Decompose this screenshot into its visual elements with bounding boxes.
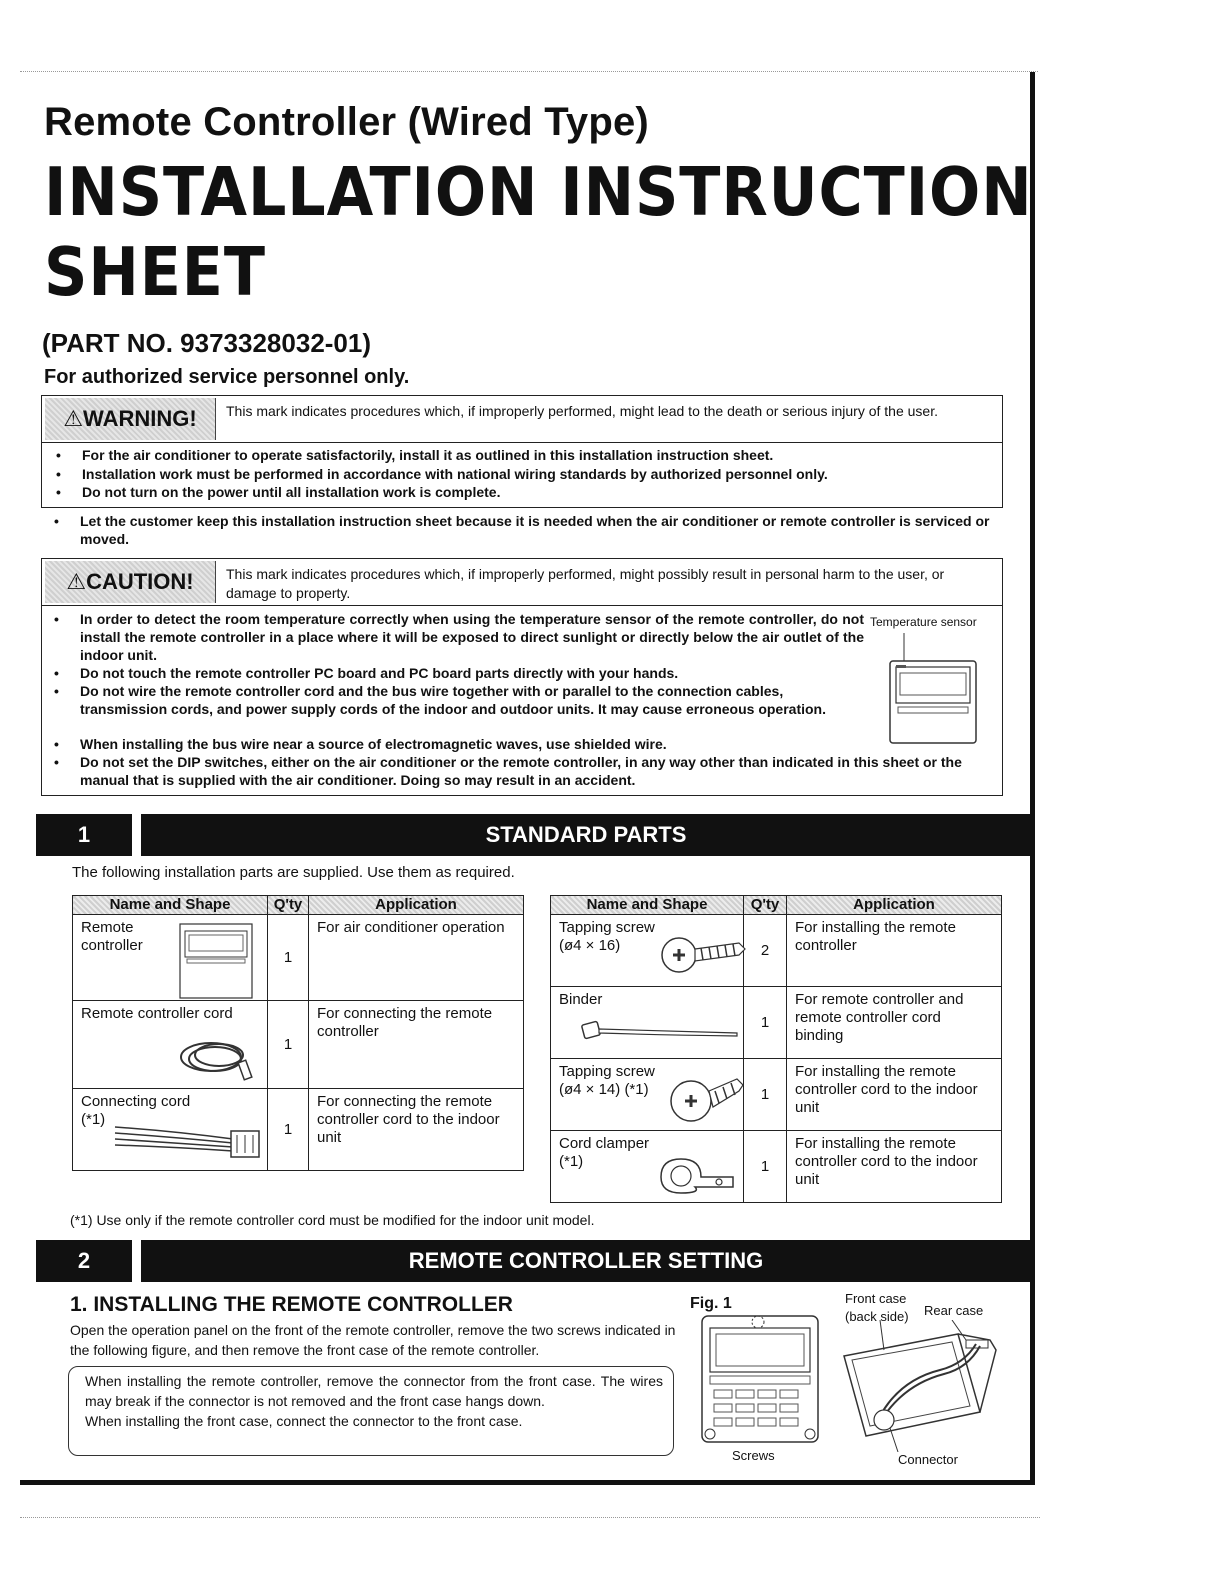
part-qty: 1 xyxy=(268,1001,309,1089)
warning-item: • Installation work must be performed in accordance with national wiring standards by authorized personnel only. xyxy=(82,465,982,483)
warning-box xyxy=(41,395,1003,508)
note-line-1: When installing the remote controller, remove the connector from the front case. The wires may break if the connector is not removed and the front case hangs down. xyxy=(85,1373,663,1409)
part-name-cell xyxy=(551,1059,744,1131)
binder-image xyxy=(581,1017,741,1041)
part-qty: 2 xyxy=(744,915,787,987)
warning-description: This mark indicates procedures which, if improperly performed, might lead to the death or serious injury of the user. xyxy=(226,403,938,419)
caution-item: • Do not touch the remote controller PC board and PC board parts directly with your hands. xyxy=(80,664,870,682)
cord-clamper-image xyxy=(655,1153,737,1197)
parts-table-right xyxy=(550,895,1002,1203)
part-name: Cord clamper (*1) xyxy=(559,1135,650,1170)
parts-footnote: (*1) Use only if the remote controller cord must be modified for the indoor unit model. xyxy=(70,1212,595,1228)
installation-note-box xyxy=(68,1366,674,1456)
installation-note xyxy=(85,1371,663,1431)
part-application: For remote controller and remote controller cord binding xyxy=(787,987,1002,1059)
title-line-2: SHEET xyxy=(44,233,266,311)
column-header: Application xyxy=(309,896,524,915)
part-name-cell xyxy=(551,915,744,987)
column-header: Q'ty xyxy=(744,896,787,915)
rear-case-label: Rear case xyxy=(924,1303,984,1318)
part-name-cell xyxy=(73,1001,268,1089)
caution-description: This mark indicates procedures which, if improperly performed, might possibly result in personal harm to the user, or damage to property. xyxy=(226,566,945,601)
caution-item: • When installing the bus wire near a source of electromagnetic waves, use shielded wire. xyxy=(80,735,870,753)
caution-header xyxy=(42,559,1002,606)
tapping-screw-14-image xyxy=(669,1067,745,1123)
section-1-bar xyxy=(36,814,1031,856)
section-2-number: 2 xyxy=(36,1240,141,1282)
caution-box xyxy=(41,558,1003,796)
table-row xyxy=(73,1001,524,1089)
part-name: Tapping screw (ø4 × 14) (*1) xyxy=(559,1063,655,1098)
part-name: Remote controller xyxy=(81,919,143,954)
table-row xyxy=(73,915,524,1001)
warning-label: ⚠WARNING! xyxy=(45,398,216,440)
part-application: For installing the remote controller cord to the indoor unit xyxy=(787,1131,1002,1203)
table-row xyxy=(73,1089,524,1171)
part-application: For installing the remote controller xyxy=(787,915,1002,987)
warning-header xyxy=(42,396,1002,443)
part-application: For connecting the remote controller cord to the indoor unit xyxy=(309,1089,524,1171)
screws-label: Screws xyxy=(732,1448,775,1463)
part-name: Remote controller cord xyxy=(81,1005,233,1022)
section-1-title: STANDARD PARTS xyxy=(485,822,687,847)
caution-item: • In order to detect the room temperature correctly when using the temperature sensor of the remote controller, do not install the remote controller in a place where it will be exposed to direct sunlight or directly below the air outlet of the indoor unit. xyxy=(80,610,864,664)
table-row xyxy=(551,1131,1002,1203)
caution-label: ⚠CAUTION! xyxy=(45,561,216,603)
note-line-2: When installing the front case, connect the connector to the front case. xyxy=(85,1413,523,1429)
column-header: Name and Shape xyxy=(551,896,744,915)
tapping-screw-16-image xyxy=(659,929,747,975)
figure-1-cases xyxy=(840,1320,1000,1452)
front-case-label: Front case (back side) xyxy=(845,1291,909,1324)
part-qty: 1 xyxy=(744,1131,787,1203)
controller-cord-image xyxy=(171,1027,261,1087)
part-name: Binder xyxy=(559,991,603,1008)
caution-item: • Do not wire the remote controller cord and the bus wire together with or parallel to the connection cables, transmission cords, and power supply cords of the indoor and outdoor units. It may cause erroneous operation. xyxy=(80,682,870,718)
part-application: For connecting the remote controller xyxy=(309,1001,524,1089)
part-qty: 1 xyxy=(268,1089,309,1171)
table-header-row xyxy=(551,896,1002,915)
document-subtitle: Remote Controller (Wired Type) xyxy=(44,100,649,144)
part-qty: 1 xyxy=(744,987,787,1059)
part-name: Tapping screw (ø4 × 16) xyxy=(559,919,655,954)
audience-note: For authorized service personnel only. xyxy=(44,366,410,388)
remote-controller-image xyxy=(179,923,253,999)
temperature-sensor-label: Temperature sensor xyxy=(870,615,977,629)
part-name: Connecting cord (*1) xyxy=(81,1093,191,1128)
part-name-cell xyxy=(73,1089,268,1171)
table-row xyxy=(551,987,1002,1059)
table-header-row xyxy=(73,896,524,915)
part-qty: 1 xyxy=(744,1059,787,1131)
column-header: Q'ty xyxy=(268,896,309,915)
part-name-cell xyxy=(73,915,268,1001)
caution-item: • Do not set the DIP switches, either on the air conditioner or the remote controller, in any way other than indicated in this sheet or the manual that is supplied with the air conditioner. Doing so may result in an accident. xyxy=(80,753,994,789)
part-qty: 1 xyxy=(268,915,309,1001)
keep-sheet-note: • Let the customer keep this installation instruction sheet because it is needed when the air conditioner or remote controller is serviced or moved. xyxy=(80,512,996,548)
section-1-intro: The following installation parts are supplied. Use them as required. xyxy=(72,864,515,881)
connector-label: Connector xyxy=(898,1452,958,1467)
table-row xyxy=(551,915,1002,987)
parts-table-left xyxy=(72,895,524,1171)
warning-item: • For the air conditioner to operate satisfactorily, install it as outlined in this installation instruction sheet. xyxy=(82,446,982,464)
part-application: For installing the remote controller cord to the indoor unit xyxy=(787,1059,1002,1131)
part-name-cell xyxy=(551,987,744,1059)
part-name-cell xyxy=(551,1131,744,1203)
column-header: Name and Shape xyxy=(73,896,268,915)
sensor-controller-image xyxy=(888,631,982,747)
title-line-1: INSTALLATION INSTRUCTION xyxy=(44,153,1033,231)
installation-paragraph: Open the operation panel on the front of the remote controller, remove the two screws indicated in the following figure, and then remove the front case of the remote controller. xyxy=(70,1322,676,1358)
warning-item: • Do not turn on the power until all installation work is complete. xyxy=(82,483,982,501)
section-2-bar xyxy=(36,1240,1031,1282)
part-application: For air conditioner operation xyxy=(309,915,524,1001)
subsection-heading: 1. INSTALLING THE REMOTE CONTROLLER xyxy=(70,1293,513,1316)
document-title xyxy=(44,152,1033,312)
part-number: (PART NO. 9373328032-01) xyxy=(42,328,372,358)
section-2-title: REMOTE CONTROLLER SETTING xyxy=(408,1248,764,1273)
scan-bottom-edge xyxy=(20,1517,1040,1518)
section-1-number: 1 xyxy=(36,814,141,856)
column-header: Application xyxy=(787,896,1002,915)
figure-label: Fig. 1 xyxy=(690,1295,732,1312)
figure-1-remote-front xyxy=(700,1312,824,1446)
connecting-cord-image xyxy=(113,1117,263,1161)
table-row xyxy=(551,1059,1002,1131)
